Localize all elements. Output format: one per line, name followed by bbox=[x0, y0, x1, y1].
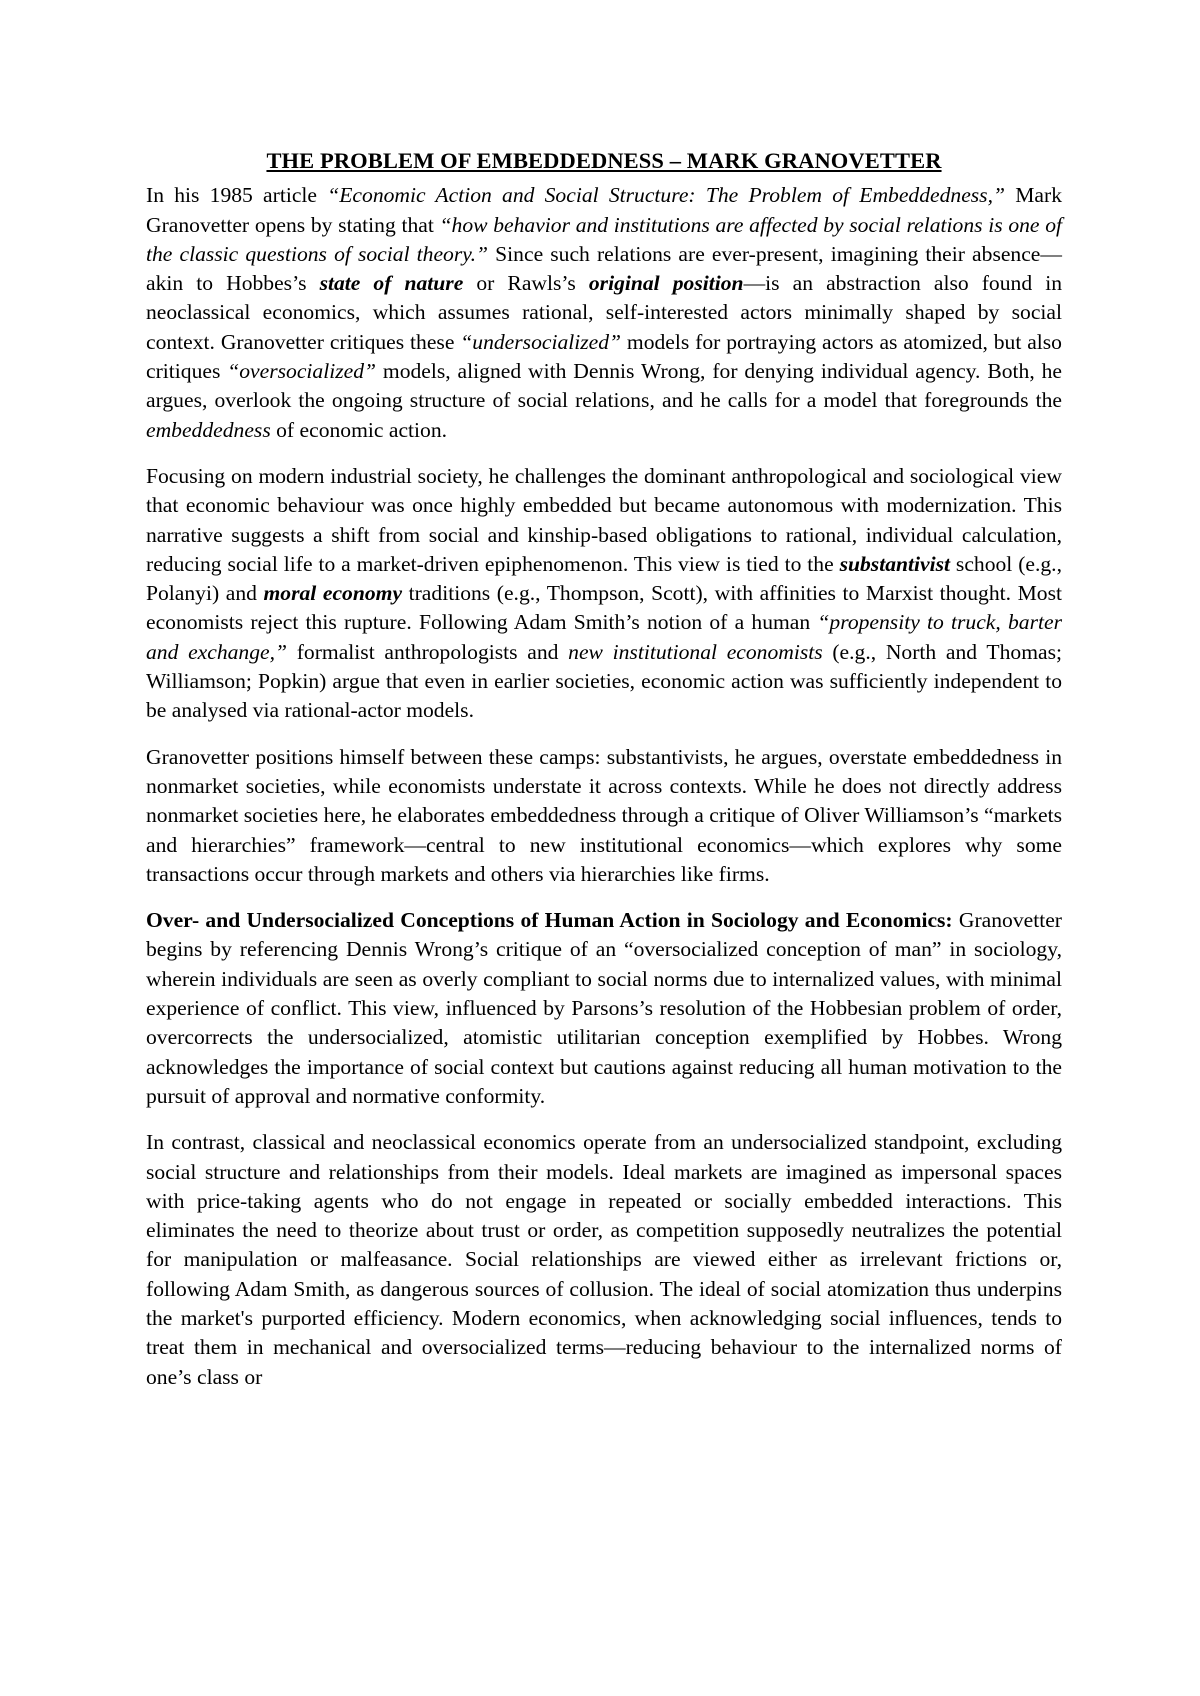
text-run: Granovetter begins by referencing Dennis Wrong’s critique of an “oversocialized conception of man” in sociology, wherein individuals are seen as overly compliant to social norms due to internalized values, with minimal experience of conflict. This view, influenced by Parsons’s resolution of the Hobbesian problem of order, overcorrects the undersocialized, atomistic utilitarian conception exemplified by Hobbes. Wrong acknowledges the importance of social context but cautions against reducing all human motivation to the pursuit of approval and normative conformity. bbox=[146, 908, 1062, 1108]
paragraph-modern-society bbox=[146, 462, 1062, 726]
document-title: THE PROBLEM OF EMBEDDEDNESS – MARK GRANOVETTER bbox=[266, 148, 942, 173]
section-heading: Over- and Undersocialized Conceptions of Human Action in Sociology and Economics: bbox=[146, 908, 953, 933]
propensity-quote: “propensity to truck, barter and exchange,” bbox=[146, 610, 1062, 664]
opening-quote: “how behavior and institutions are affected by social relations is one of the classic questions of social theory.” bbox=[146, 212, 1062, 266]
text-run: traditions (e.g., Thompson, Scott), with affinities to Marxist thought. Most economists reject this rupture. Following Adam Smith’s notion of a human bbox=[146, 581, 1062, 635]
text-run: —is an abstraction also found in neoclassical economics, which assumes rational, self-interested actors minimally shaped by social context. Granovetter critiques these bbox=[146, 271, 1062, 354]
text-run: models for portraying actors as atomized, but also critiques bbox=[146, 329, 1062, 384]
paragraph-over-under-socialized bbox=[146, 906, 1062, 1111]
term-embeddedness: embeddedness bbox=[146, 417, 271, 442]
term-undersocialized: “undersocialized” bbox=[460, 329, 622, 354]
text-run: Focusing on modern industrial society, he challenges the dominant anthropological and sociological view that economic behaviour was once highly embedded but became autonomous with modernization. This narrative suggests a shift from social and kinship-based obligations to rational, individual calculation, reducing social life to a market-driven epiphenomenon. This view is tied to the bbox=[146, 463, 1062, 576]
text-run: In his 1985 article bbox=[146, 183, 328, 208]
term-new-institutional-economists: new institutional economists bbox=[568, 639, 823, 664]
term-original-position: original position bbox=[588, 271, 744, 296]
text-run: Mark Granovetter opens by stating that bbox=[146, 183, 1063, 237]
term-moral-economy: moral economy bbox=[263, 581, 403, 606]
text-run: or Rawls’s bbox=[463, 271, 589, 296]
term-substantivist: substantivist bbox=[839, 551, 950, 576]
text-run: school (e.g., Polanyi) and bbox=[146, 551, 1062, 606]
paragraph-intro bbox=[146, 181, 1062, 445]
paragraph-positioning: Granovetter positions himself between these camps: substantivists, he argues, overstate embeddedness in nonmarket societies, while economists understate it across contexts. While he does not directly address nonmarket societies here, he elaborates embeddedness through a critique of Oliver Williamson’s “markets and hierarchies” framework—central to new institutional economics—which explores why some transactions occur through markets and others via hierarchies like firms. bbox=[146, 744, 1062, 886]
text-run: (e.g., North and Thomas; Williamson; Popkin) argue that even in earlier societies, economic action was sufficiently independent to be analysed via rational-actor models. bbox=[146, 639, 1062, 723]
text-run: of economic action. bbox=[270, 417, 448, 442]
paragraph-economics-contrast: In contrast, classical and neoclassical economics operate from an undersocialized standpoint, excluding social structure and relationships from their models. Ideal markets are imagined as impersonal spaces with price-taking agents who do not engage in repeated or socially embedded interactions. This eliminates the need to theorize about trust or order, as competition supposedly neutralizes the potential for manipulation or malfeasance. Social relationships are viewed either as irrelevant frictions or, following Adam Smith, as dangerous sources of collusion. The ideal of social atomization thus underpins the market's purported efficiency. Modern economics, when acknowledging social influences, tends to treat them in mechanical and oversocialized terms—reducing behaviour to the internalized norms of one’s class or bbox=[146, 1130, 1062, 1389]
document-page bbox=[146, 140, 1062, 1392]
text-run: models, aligned with Dennis Wrong, for denying individual agency. Both, he argues, overlook the ongoing structure of social relations, and he calls for a model that foregrounds the bbox=[146, 359, 1062, 413]
article-title: “Economic Action and Social Structure: The Problem of Embeddedness,” bbox=[327, 183, 1005, 208]
text-run: formalist anthropologists and bbox=[287, 639, 569, 664]
term-state-of-nature: state of nature bbox=[319, 271, 464, 296]
term-oversocialized: “oversocialized” bbox=[227, 359, 377, 384]
text-run: Since such relations are ever-present, imagining their absence—akin to Hobbes’s bbox=[146, 241, 1062, 296]
